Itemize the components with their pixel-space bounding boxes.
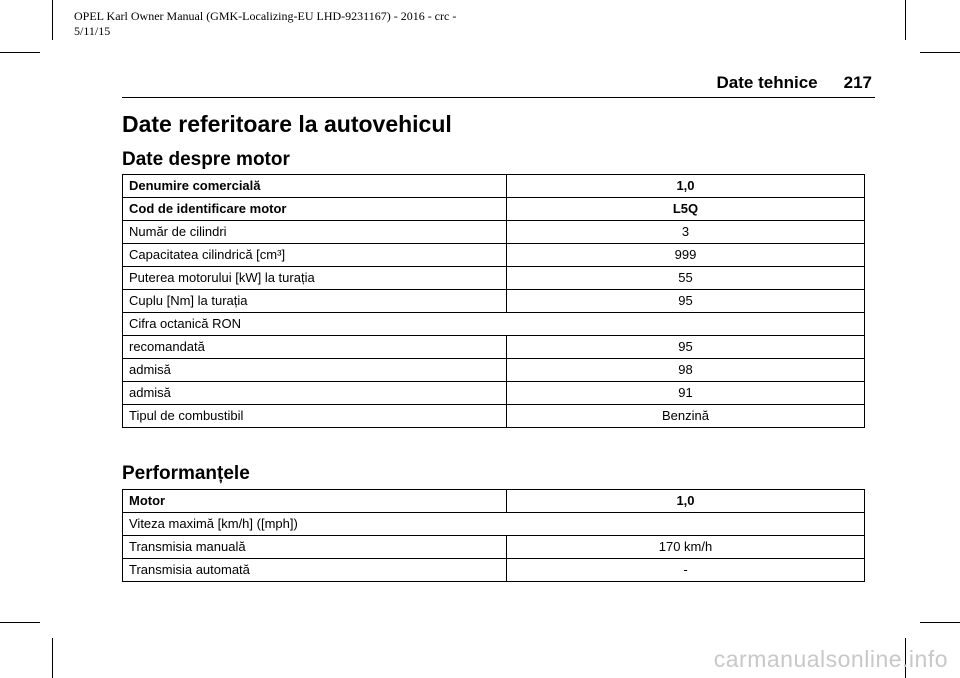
row-value: 999 <box>507 244 865 267</box>
row-value: Benzină <box>507 405 865 428</box>
running-header <box>717 73 872 93</box>
watermark: carmanualsonline.info <box>713 646 948 672</box>
row-value: - <box>507 559 865 582</box>
engine-section-title: Date despre motor <box>122 149 290 170</box>
crop-mark <box>52 0 53 40</box>
crop-mark <box>920 622 960 623</box>
row-label: Transmisia manuală <box>123 536 507 559</box>
row-label: Puterea motorului [kW] la turația <box>123 267 507 290</box>
engine-data-table <box>122 174 865 428</box>
crop-mark <box>0 52 40 53</box>
table-row <box>123 267 865 290</box>
table-row <box>123 559 865 582</box>
header-rule <box>122 97 875 98</box>
row-label: admisă <box>123 359 507 382</box>
crop-mark <box>0 622 40 623</box>
row-label: Denumire comercială <box>123 175 507 198</box>
table-row <box>123 313 865 336</box>
table-row <box>123 198 865 221</box>
table-row <box>123 490 865 513</box>
performance-data-table <box>122 489 865 582</box>
table-row <box>123 244 865 267</box>
table-row <box>123 536 865 559</box>
table-row <box>123 175 865 198</box>
row-value: 95 <box>507 336 865 359</box>
row-value: L5Q <box>507 198 865 221</box>
row-value: 98 <box>507 359 865 382</box>
row-value: 3 <box>507 221 865 244</box>
table-row <box>123 336 865 359</box>
row-value: 91 <box>507 382 865 405</box>
table-row <box>123 405 865 428</box>
row-value: 1,0 <box>507 490 865 513</box>
row-label: Motor <box>123 490 507 513</box>
row-label: admisă <box>123 382 507 405</box>
row-value: 95 <box>507 290 865 313</box>
table-row <box>123 513 865 536</box>
row-label: Tipul de combustibil <box>123 405 507 428</box>
table-row <box>123 221 865 244</box>
performance-section-title: Performanțele <box>122 463 250 484</box>
print-metadata: OPEL Karl Owner Manual (GMK-Localizing-EU LHD-9231167) - 2016 - crc - 5/11/15 <box>74 9 457 38</box>
crop-mark <box>905 0 906 40</box>
table-row <box>123 290 865 313</box>
table-row <box>123 382 865 405</box>
page-title: Date referitoare la autovehicul <box>122 111 452 137</box>
row-label: Transmisia automată <box>123 559 507 582</box>
row-label: Capacitatea cilindrică [cm³] <box>123 244 507 267</box>
row-value: 170 km/h <box>507 536 865 559</box>
row-label: Număr de cilindri <box>123 221 507 244</box>
table-row <box>123 359 865 382</box>
row-value: 1,0 <box>507 175 865 198</box>
crop-mark <box>52 638 53 678</box>
row-value: 55 <box>507 267 865 290</box>
row-label: Viteza maximă [km/h] ([mph]) <box>123 513 865 536</box>
row-label: recomandată <box>123 336 507 359</box>
section-name: Date tehnice <box>716 73 818 92</box>
crop-mark <box>920 52 960 53</box>
row-label: Cifra octanică RON <box>123 313 865 336</box>
row-label: Cod de identificare motor <box>123 198 507 221</box>
page-number: 217 <box>843 73 872 92</box>
row-label: Cuplu [Nm] la turația <box>123 290 507 313</box>
